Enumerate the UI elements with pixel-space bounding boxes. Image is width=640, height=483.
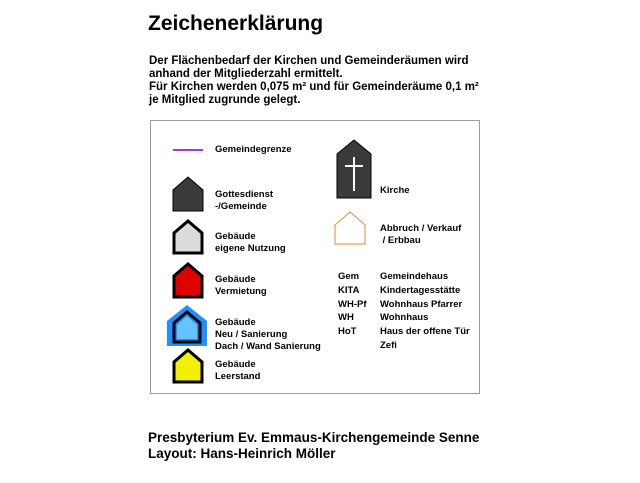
abbreviation-desc: Zefi <box>380 340 397 351</box>
vacant-label-line: Gebäude <box>215 359 256 370</box>
demolition-building-icon <box>333 210 367 246</box>
abbreviation-desc: Gemeindehaus <box>380 271 449 282</box>
own-use-label-line: Gebäude <box>215 231 256 242</box>
abbreviation-desc: Wohnhaus <box>380 312 429 323</box>
abbreviation-desc: Wohnhaus Pfarrer <box>380 299 463 310</box>
renovation-label-line: Gebäude <box>215 317 256 328</box>
abbreviation-code: WH <box>338 312 354 323</box>
boundary-label: Gemeindegrenze <box>215 144 292 155</box>
intro-line: Der Flächenbedarf der Kirchen und Gemeinderäumen wird <box>149 55 469 67</box>
vacant-label <box>215 359 260 383</box>
boundary-line-icon <box>173 145 203 155</box>
renovation-label-line: Neu / Sanierung <box>215 329 288 340</box>
footer <box>148 430 479 462</box>
church-label: Kirche <box>380 185 410 196</box>
own-use-label-line: eigene Nutzung <box>215 243 286 254</box>
footer-organization: Presbyterium Ev. Emmaus-Kirchengemeinde Senne <box>148 430 480 445</box>
intro-text <box>149 55 479 107</box>
intro-line: je Mitglied zugrunde gelegt. <box>149 94 301 106</box>
own-use-building-icon <box>172 219 204 255</box>
church-icon <box>336 139 372 199</box>
abbreviation-code: KITA <box>338 285 360 296</box>
worship-building-icon <box>172 176 204 212</box>
intro-line: Für Kirchen werden 0,075 m² und für Gemeinderäume 0,1 m² <box>149 81 479 93</box>
rental-label <box>215 274 267 298</box>
renovation-label <box>215 317 321 353</box>
page-title: Zeichenerklärung <box>148 12 324 35</box>
abbreviation-code: HoT <box>338 326 357 337</box>
rental-label-line: Gebäude <box>215 274 256 285</box>
footer-layout-credit: Layout: Hans-Heinrich Möller <box>148 446 336 461</box>
demolition-label-line: Abbruch / Verkauf <box>380 223 462 234</box>
intro-line: anhand der Mitgliederzahl ermittelt. <box>149 68 343 80</box>
rental-building-icon <box>172 262 204 299</box>
demolition-label-line: / Erbbau <box>380 235 421 246</box>
renovation-building-icon <box>165 303 209 347</box>
demolition-label <box>380 223 461 247</box>
worship-label-line: -/Gemeinde <box>215 201 267 212</box>
worship-label-line: Gottesdienst <box>215 189 274 200</box>
rental-label-line: Vermietung <box>215 286 267 297</box>
worship-label <box>215 189 273 213</box>
abbreviation-code: Gem <box>338 271 360 282</box>
vacant-label-line: Leerstand <box>215 371 261 382</box>
renovation-label-line: Dach / Wand Sanierung <box>215 341 321 352</box>
own-use-label <box>215 231 286 255</box>
vacant-building-icon <box>172 348 204 384</box>
abbreviation-desc: Kindertagesstätte <box>380 285 461 296</box>
abbreviation-code: WH-Pf <box>338 299 367 310</box>
abbreviation-desc: Haus der offene Tür <box>380 326 470 337</box>
